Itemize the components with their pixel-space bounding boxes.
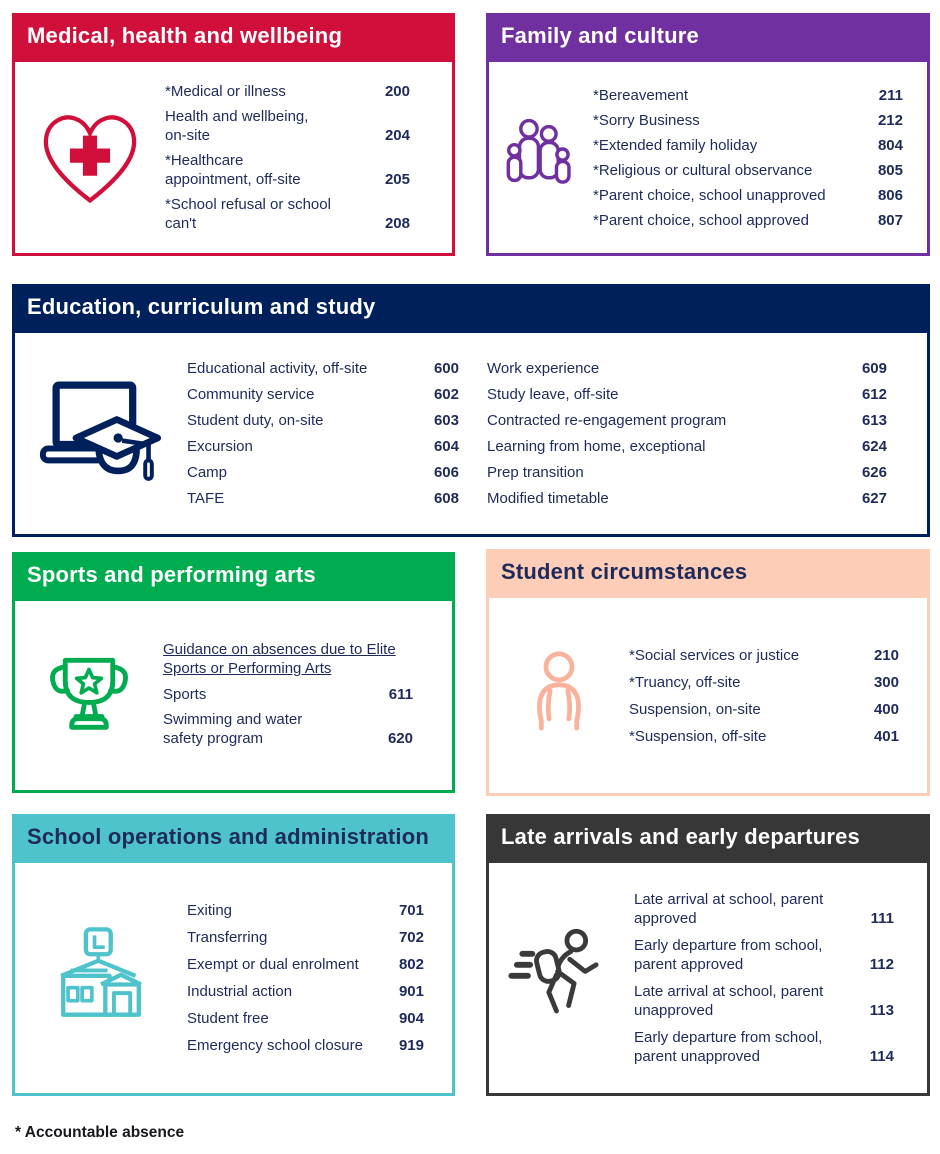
- late-runner-icon: [489, 920, 634, 1036]
- code-value: 114: [869, 1048, 894, 1065]
- section-title: Sports and performing arts: [27, 562, 316, 587]
- code-item: [187, 411, 459, 430]
- code-value: 300: [873, 673, 899, 691]
- code-value: 702: [398, 929, 424, 946]
- code-label: *Social services or justice: [629, 646, 800, 664]
- code-item: [629, 700, 899, 719]
- code-item: [593, 111, 903, 130]
- code-label: *Healthcare appointment, off-site: [165, 152, 301, 188]
- code-list: [163, 640, 457, 751]
- section-title: Family and culture: [501, 23, 699, 48]
- code-label: *School refusal or school can't: [165, 196, 331, 232]
- section-title: Late arrivals and early departures: [501, 824, 860, 849]
- code-value: 200: [384, 83, 410, 100]
- code-item: [165, 82, 410, 101]
- code-item: [487, 489, 887, 508]
- code-label: *Truancy, off-site: [629, 673, 741, 691]
- code-value: 401: [873, 727, 899, 745]
- code-label: *Medical or illness: [165, 83, 286, 100]
- code-value: 205: [384, 171, 410, 188]
- code-label: Exempt or dual enrolment: [187, 956, 359, 973]
- code-label: *Parent choice, school approved: [593, 211, 809, 229]
- code-label: Excursion: [187, 438, 253, 455]
- elite-sports-guidance-link[interactable]: Guidance on absences due to Elite Sports or Performing Arts: [163, 641, 396, 677]
- section-body-late: [486, 860, 930, 1096]
- code-value: 612: [861, 386, 887, 403]
- code-value: 602: [433, 386, 459, 403]
- code-value: 608: [433, 490, 459, 507]
- section-school-operations: [12, 814, 455, 1096]
- code-label: Swimming and water safety program: [163, 711, 303, 747]
- code-value: 603: [433, 412, 459, 429]
- section-education: [12, 284, 930, 537]
- code-label: *Religious or cultural observance: [593, 161, 813, 179]
- code-value: 904: [398, 1010, 424, 1027]
- code-list: [593, 83, 927, 233]
- section-body-student: [486, 595, 930, 796]
- section-header-student: [486, 549, 930, 595]
- code-item: [629, 673, 899, 692]
- code-list-right: [487, 356, 927, 512]
- code-value: 211: [878, 86, 903, 104]
- code-label: Student duty, on-site: [187, 412, 324, 429]
- code-item: [634, 982, 894, 1020]
- code-value: 627: [861, 490, 887, 507]
- code-value: 802: [398, 956, 424, 973]
- section-title: School operations and administration: [27, 824, 430, 849]
- section-header-operations: [12, 814, 455, 860]
- school-building-icon: [15, 924, 187, 1032]
- code-item: [187, 1009, 424, 1028]
- code-item: [593, 136, 903, 155]
- code-label: *Bereavement: [593, 86, 689, 104]
- code-item: [634, 890, 894, 928]
- code-item: [187, 463, 459, 482]
- code-value: 609: [861, 360, 887, 377]
- code-value: 807: [877, 211, 903, 229]
- code-list-left: [187, 356, 487, 512]
- code-value: 604: [433, 438, 459, 455]
- laptop-graduation-icon: [15, 368, 187, 500]
- code-value: 804: [877, 136, 903, 154]
- section-title: Education, curriculum and study: [27, 294, 376, 319]
- code-item: [593, 161, 903, 180]
- section-medical: [12, 13, 455, 256]
- code-value: 400: [873, 700, 899, 718]
- code-label: *Extended family holiday: [593, 136, 758, 154]
- section-body-operations: [12, 860, 455, 1096]
- accountable-absence-footnote: * Accountable absence: [15, 1124, 185, 1141]
- code-item: [165, 151, 410, 189]
- code-item: [163, 710, 413, 748]
- code-label: *Parent choice, school unapproved: [593, 186, 826, 204]
- code-item: [187, 982, 424, 1001]
- code-item: [629, 727, 899, 746]
- code-item: [487, 437, 887, 456]
- code-value: 613: [861, 412, 887, 429]
- code-item: [187, 489, 459, 508]
- student-backpack-icon: [489, 640, 629, 752]
- code-item: [187, 955, 424, 974]
- code-value: 210: [873, 646, 899, 664]
- code-label: Industrial action: [187, 983, 293, 1000]
- code-value: 620: [387, 730, 413, 747]
- code-item: [593, 211, 903, 230]
- code-item: [634, 936, 894, 974]
- code-label: Camp: [187, 464, 228, 481]
- section-sports: [12, 552, 455, 793]
- section-header-family: [486, 13, 930, 59]
- code-label: Contracted re-engagement program: [487, 412, 727, 429]
- code-label: Late arrival at school, parent unapproved: [634, 983, 824, 1019]
- code-label: Early departure from school, parent unapproved: [634, 1029, 823, 1065]
- code-label: Suspension, on-site: [629, 700, 761, 718]
- code-value: 626: [861, 464, 887, 481]
- code-label: Work experience: [487, 360, 600, 377]
- code-value: 901: [398, 983, 424, 1000]
- code-value: 111: [870, 910, 894, 927]
- code-value: 624: [861, 438, 887, 455]
- code-list: [634, 886, 927, 1070]
- code-item: [629, 646, 899, 665]
- section-header-medical: [12, 13, 455, 59]
- trophy-star-icon: [15, 642, 163, 750]
- code-value: 208: [384, 215, 410, 232]
- code-value: 919: [398, 1037, 424, 1054]
- code-value: 806: [877, 186, 903, 204]
- code-label: Prep transition: [487, 464, 584, 481]
- code-label: Transferring: [187, 929, 268, 946]
- code-value: 113: [869, 1002, 894, 1019]
- section-late-arrivals: [486, 814, 930, 1096]
- code-label: Emergency school closure: [187, 1037, 363, 1054]
- code-label: *Suspension, off-site: [629, 727, 767, 745]
- code-item: [187, 359, 459, 378]
- section-body-medical: [12, 59, 455, 256]
- code-item: [165, 195, 410, 233]
- code-item: [187, 437, 459, 456]
- code-value: 112: [869, 956, 894, 973]
- code-label: Educational activity, off-site: [187, 360, 368, 377]
- code-item: [187, 385, 459, 404]
- heart-cross-icon: [15, 99, 165, 217]
- code-label: Health and wellbeing, on-site: [165, 108, 309, 144]
- code-value: 805: [877, 161, 903, 179]
- code-item: [165, 107, 410, 145]
- section-student-circumstances: [486, 549, 930, 796]
- code-label: Community service: [187, 386, 315, 403]
- code-list: [165, 79, 452, 236]
- code-label: Study leave, off-site: [487, 386, 619, 403]
- code-item: [487, 463, 887, 482]
- code-value: 204: [384, 127, 410, 144]
- section-body-family: [486, 59, 930, 256]
- code-item: [634, 1028, 894, 1066]
- code-label: Sports: [163, 686, 207, 703]
- code-item: [487, 411, 887, 430]
- section-title: Medical, health and wellbeing: [27, 23, 343, 48]
- code-label: Late arrival at school, parent approved: [634, 891, 824, 927]
- section-body-education: [12, 330, 930, 537]
- code-item: [593, 186, 903, 205]
- section-title: Student circumstances: [501, 559, 748, 584]
- code-list: [187, 897, 452, 1059]
- section-body-sports: [12, 598, 455, 793]
- code-item: [487, 385, 887, 404]
- code-value: 606: [433, 464, 459, 481]
- code-label: Early departure from school, parent approved: [634, 937, 823, 973]
- code-value: 701: [398, 902, 424, 919]
- code-label: Learning from home, exceptional: [487, 438, 706, 455]
- code-value: 600: [433, 360, 459, 377]
- code-value: 611: [388, 686, 413, 703]
- code-item: [487, 359, 887, 378]
- code-item: [187, 901, 424, 920]
- code-label: TAFE: [187, 490, 225, 507]
- section-family: [486, 13, 930, 256]
- code-item: [593, 86, 903, 105]
- code-list: [629, 642, 927, 750]
- code-label: *Sorry Business: [593, 111, 700, 129]
- code-item: [187, 928, 424, 947]
- section-header-education: [12, 284, 930, 330]
- code-label: Modified timetable: [487, 490, 609, 507]
- section-header-late: [486, 814, 930, 860]
- code-item: [187, 1036, 424, 1055]
- code-item: [163, 685, 413, 704]
- family-icon: [489, 115, 593, 201]
- code-label: Exiting: [187, 902, 233, 919]
- code-label: Student free: [187, 1010, 269, 1027]
- code-value: 212: [877, 111, 903, 129]
- section-header-sports: [12, 552, 455, 598]
